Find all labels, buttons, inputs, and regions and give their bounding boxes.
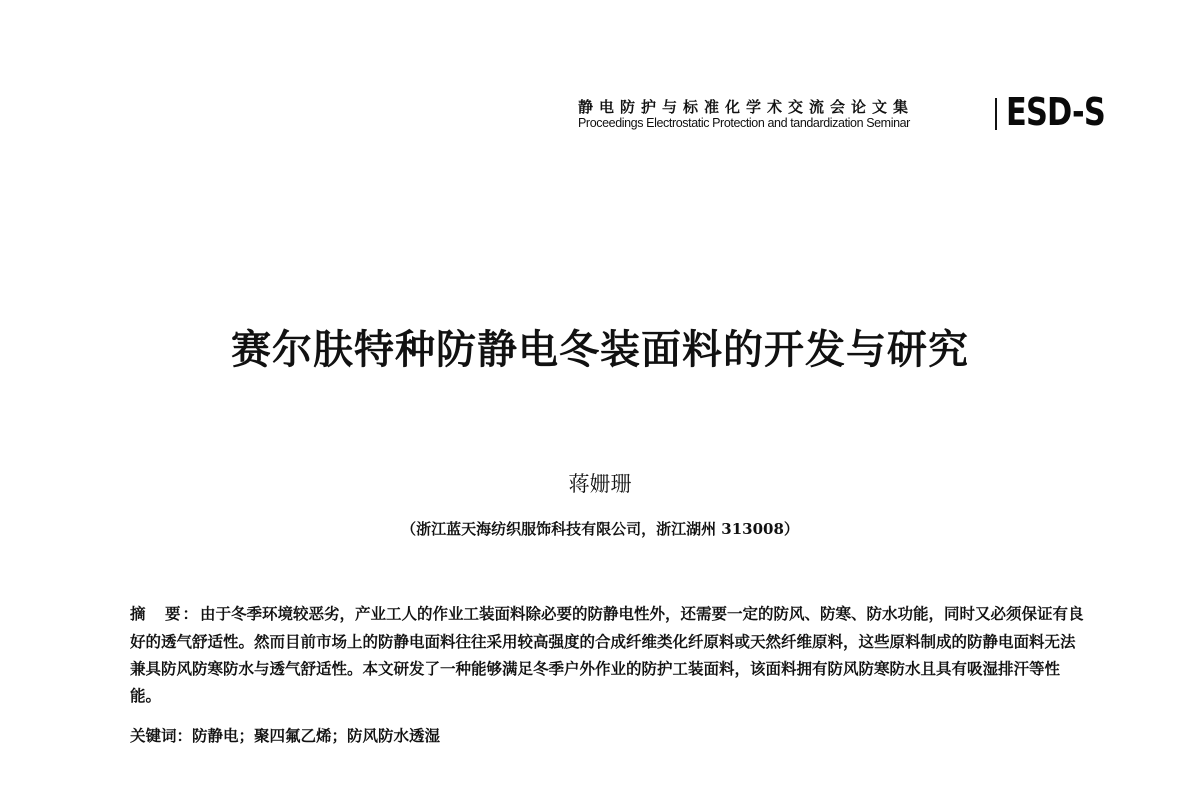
header-divider bbox=[995, 98, 997, 130]
abstract-text: 由于冬季环境较恶劣，产业工人的作业工装面料除必要的防静电性外，还需要一定的防风、防寒、防水功能，同时又必须保证有良好的透气舒适性。然而目前市场上的防静电面料往往采用较高强度的合成纤维类化纤原料或天然纤维原料，这些原料制成的防静电面料无法兼具防风防寒防水与透气舒适性。本文研发了一种能够满足冬季户外作业的防护工装面料，该面料拥有防风防寒防水且具有吸湿排汗等性能。 bbox=[130, 604, 1084, 705]
proceedings-header bbox=[560, 90, 1120, 136]
proceedings-title-en: Proceedings Electrostatic Protection and tandardization Seminar bbox=[578, 116, 910, 130]
keywords-label: 关键词： bbox=[130, 727, 193, 745]
keywords bbox=[130, 722, 1090, 750]
paper-affiliation: （浙江蓝天海纺织服饰科技有限公司，浙江湖州 313008） bbox=[401, 520, 799, 538]
esd-s-logo: ESD-S bbox=[1006, 90, 1105, 134]
proceedings-title-cn: 静电防护与标准化学术交流会论文集 bbox=[578, 98, 915, 116]
abstract-label: 摘 要： bbox=[130, 605, 201, 623]
abstract bbox=[130, 600, 1090, 709]
keywords-text: 防静电；聚四氟乙烯；防风防水透湿 bbox=[192, 726, 441, 745]
paper-title: 赛尔肤特种防静电冬装面料的开发与研究 bbox=[231, 326, 969, 373]
paper-author: 蒋姗珊 bbox=[568, 472, 632, 496]
